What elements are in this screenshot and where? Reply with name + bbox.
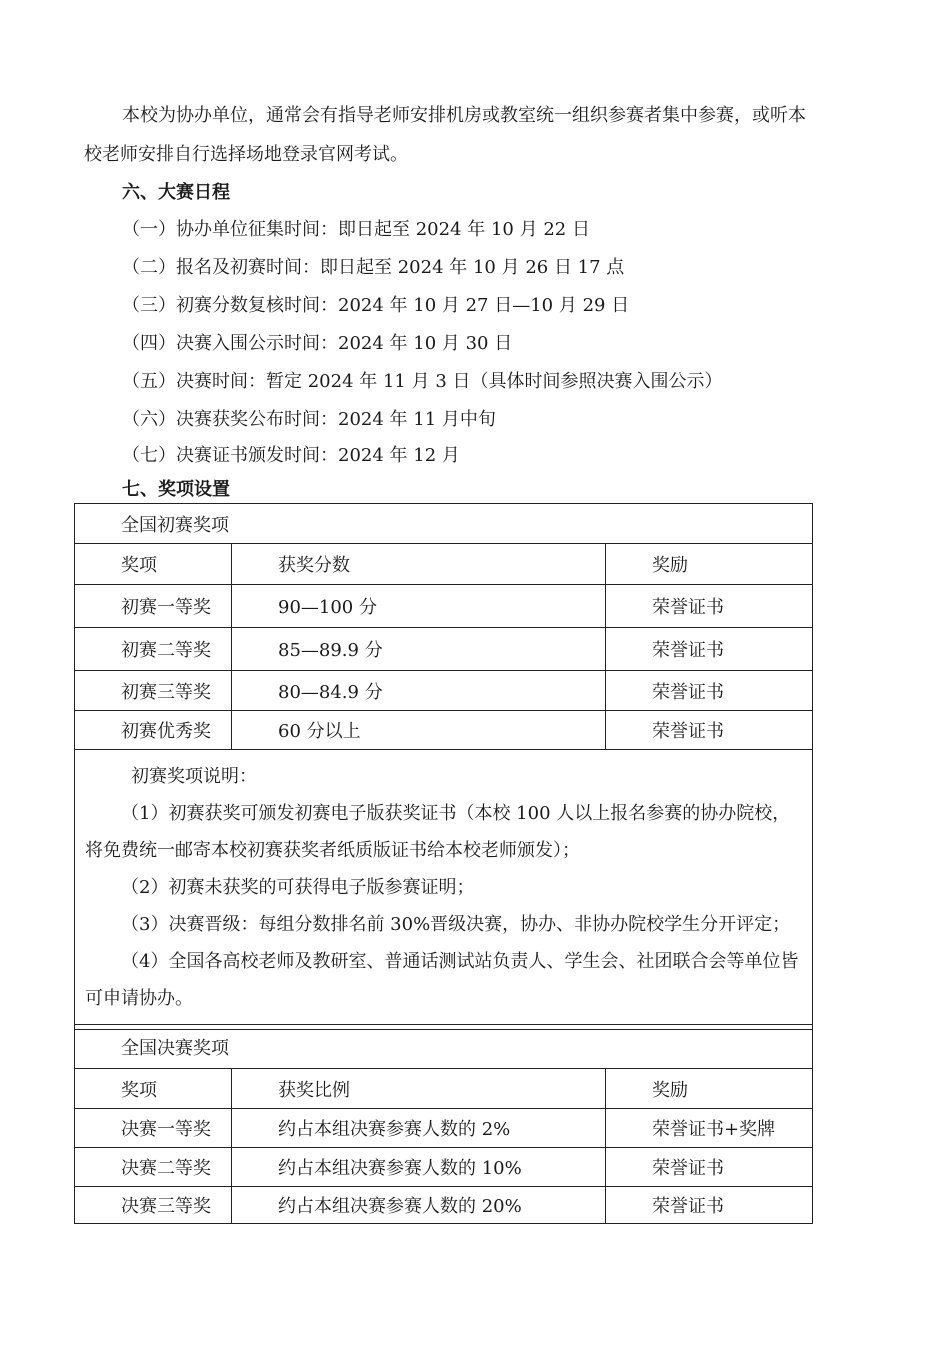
cell-award: 决赛三等奖 bbox=[75, 1187, 232, 1224]
cell-award: 初赛一等奖 bbox=[75, 585, 232, 628]
note-item-1: （1）初赛获奖可颁发初赛电子版获奖证书（本校 100 人以上报名参赛的协办院校，将免费统一邮寄本校初赛获奖者纸质版证书给本校老师颁发）； bbox=[85, 803, 791, 861]
header-ratio: 获奖比例 bbox=[232, 1069, 606, 1109]
cell-score: 90—100 分 bbox=[232, 585, 606, 628]
prelim-table-title: 全国初赛奖项 bbox=[75, 504, 813, 544]
table-row bbox=[75, 1148, 813, 1187]
schedule-item-5: （五）决赛时间：暂定 2024 年 11 月 3 日（具体时间参照决赛入围公示） bbox=[122, 371, 723, 392]
schedule-item-6: （六）决赛获奖公布时间：2024 年 11 月中旬 bbox=[122, 409, 496, 430]
final-awards-table bbox=[74, 1024, 813, 1224]
cell-score: 60 分以上 bbox=[232, 711, 606, 750]
note-item-2: （2）初赛未获奖的可获得电子版参赛证明； bbox=[121, 877, 475, 898]
header-award: 奖项 bbox=[75, 544, 232, 585]
intro-line-1: 本校为协办单位，通常会有指导老师安排机房或教室统一组织参赛者集中参赛，或听本 bbox=[122, 105, 806, 126]
table-row bbox=[75, 671, 813, 711]
header-reward: 奖励 bbox=[606, 1069, 813, 1109]
table-row bbox=[75, 628, 813, 671]
schedule-item-1: （一）协办单位征集时间：即日起至 2024 年 10 月 22 日 bbox=[122, 219, 590, 240]
schedule-heading: 六、大赛日程 bbox=[122, 182, 230, 203]
intro-line-2: 校老师安排自行选择场地登录官网考试。 bbox=[84, 144, 408, 165]
awards-heading: 七、奖项设置 bbox=[122, 479, 230, 500]
table-header-row bbox=[75, 1069, 813, 1109]
cell-score: 80—84.9 分 bbox=[232, 671, 606, 711]
cell-reward: 荣誉证书 bbox=[606, 671, 813, 711]
prelim-awards-table bbox=[74, 503, 813, 1030]
header-award: 奖项 bbox=[75, 1069, 232, 1109]
cell-reward: 荣誉证书 bbox=[606, 711, 813, 750]
schedule-item-4: （四）决赛入围公示时间：2024 年 10 月 30 日 bbox=[122, 333, 513, 354]
schedule-item-7: （七）决赛证书颁发时间：2024 年 12 月 bbox=[122, 445, 460, 466]
cell-score: 85—89.9 分 bbox=[232, 628, 606, 671]
cell-reward: 荣誉证书 bbox=[606, 628, 813, 671]
prelim-notes bbox=[75, 750, 813, 1030]
table-row bbox=[75, 1187, 813, 1224]
cell-ratio: 约占本组决赛参赛人数的 20% bbox=[232, 1187, 606, 1224]
table-row bbox=[75, 585, 813, 628]
cell-award: 决赛二等奖 bbox=[75, 1148, 232, 1187]
table-row bbox=[75, 711, 813, 750]
cell-ratio: 约占本组决赛参赛人数的 2% bbox=[232, 1109, 606, 1148]
header-score: 获奖分数 bbox=[232, 544, 606, 585]
note-item-3: （3）决赛晋级：每组分数排名前 30%晋级决赛，协办、非协办院校学生分开评定； bbox=[121, 914, 791, 935]
cell-award: 初赛二等奖 bbox=[75, 628, 232, 671]
notes-title: 初赛奖项说明： bbox=[131, 766, 257, 787]
table-row bbox=[75, 1109, 813, 1148]
cell-reward: 荣誉证书+奖牌 bbox=[606, 1109, 813, 1148]
cell-award: 初赛三等奖 bbox=[75, 671, 232, 711]
cell-award: 决赛一等奖 bbox=[75, 1109, 232, 1148]
cell-ratio: 约占本组决赛参赛人数的 10% bbox=[232, 1148, 606, 1187]
note-item-4: （4）全国各高校老师及教研室、普通话测试站负责人、学生会、社团联合会等单位皆可申请协办。 bbox=[85, 951, 799, 1009]
table-header-row bbox=[75, 544, 813, 585]
cell-reward: 荣誉证书 bbox=[606, 1187, 813, 1224]
cell-award: 初赛优秀奖 bbox=[75, 711, 232, 750]
schedule-item-2: （二）报名及初赛时间：即日起至 2024 年 10 月 26 日 17 点 bbox=[122, 257, 625, 278]
cell-reward: 荣誉证书 bbox=[606, 585, 813, 628]
schedule-item-3: （三）初赛分数复核时间：2024 年 10 月 27 日—10 月 29 日 bbox=[122, 295, 630, 316]
header-reward: 奖励 bbox=[606, 544, 813, 585]
final-table-title: 全国决赛奖项 bbox=[75, 1025, 813, 1069]
cell-reward: 荣誉证书 bbox=[606, 1148, 813, 1187]
